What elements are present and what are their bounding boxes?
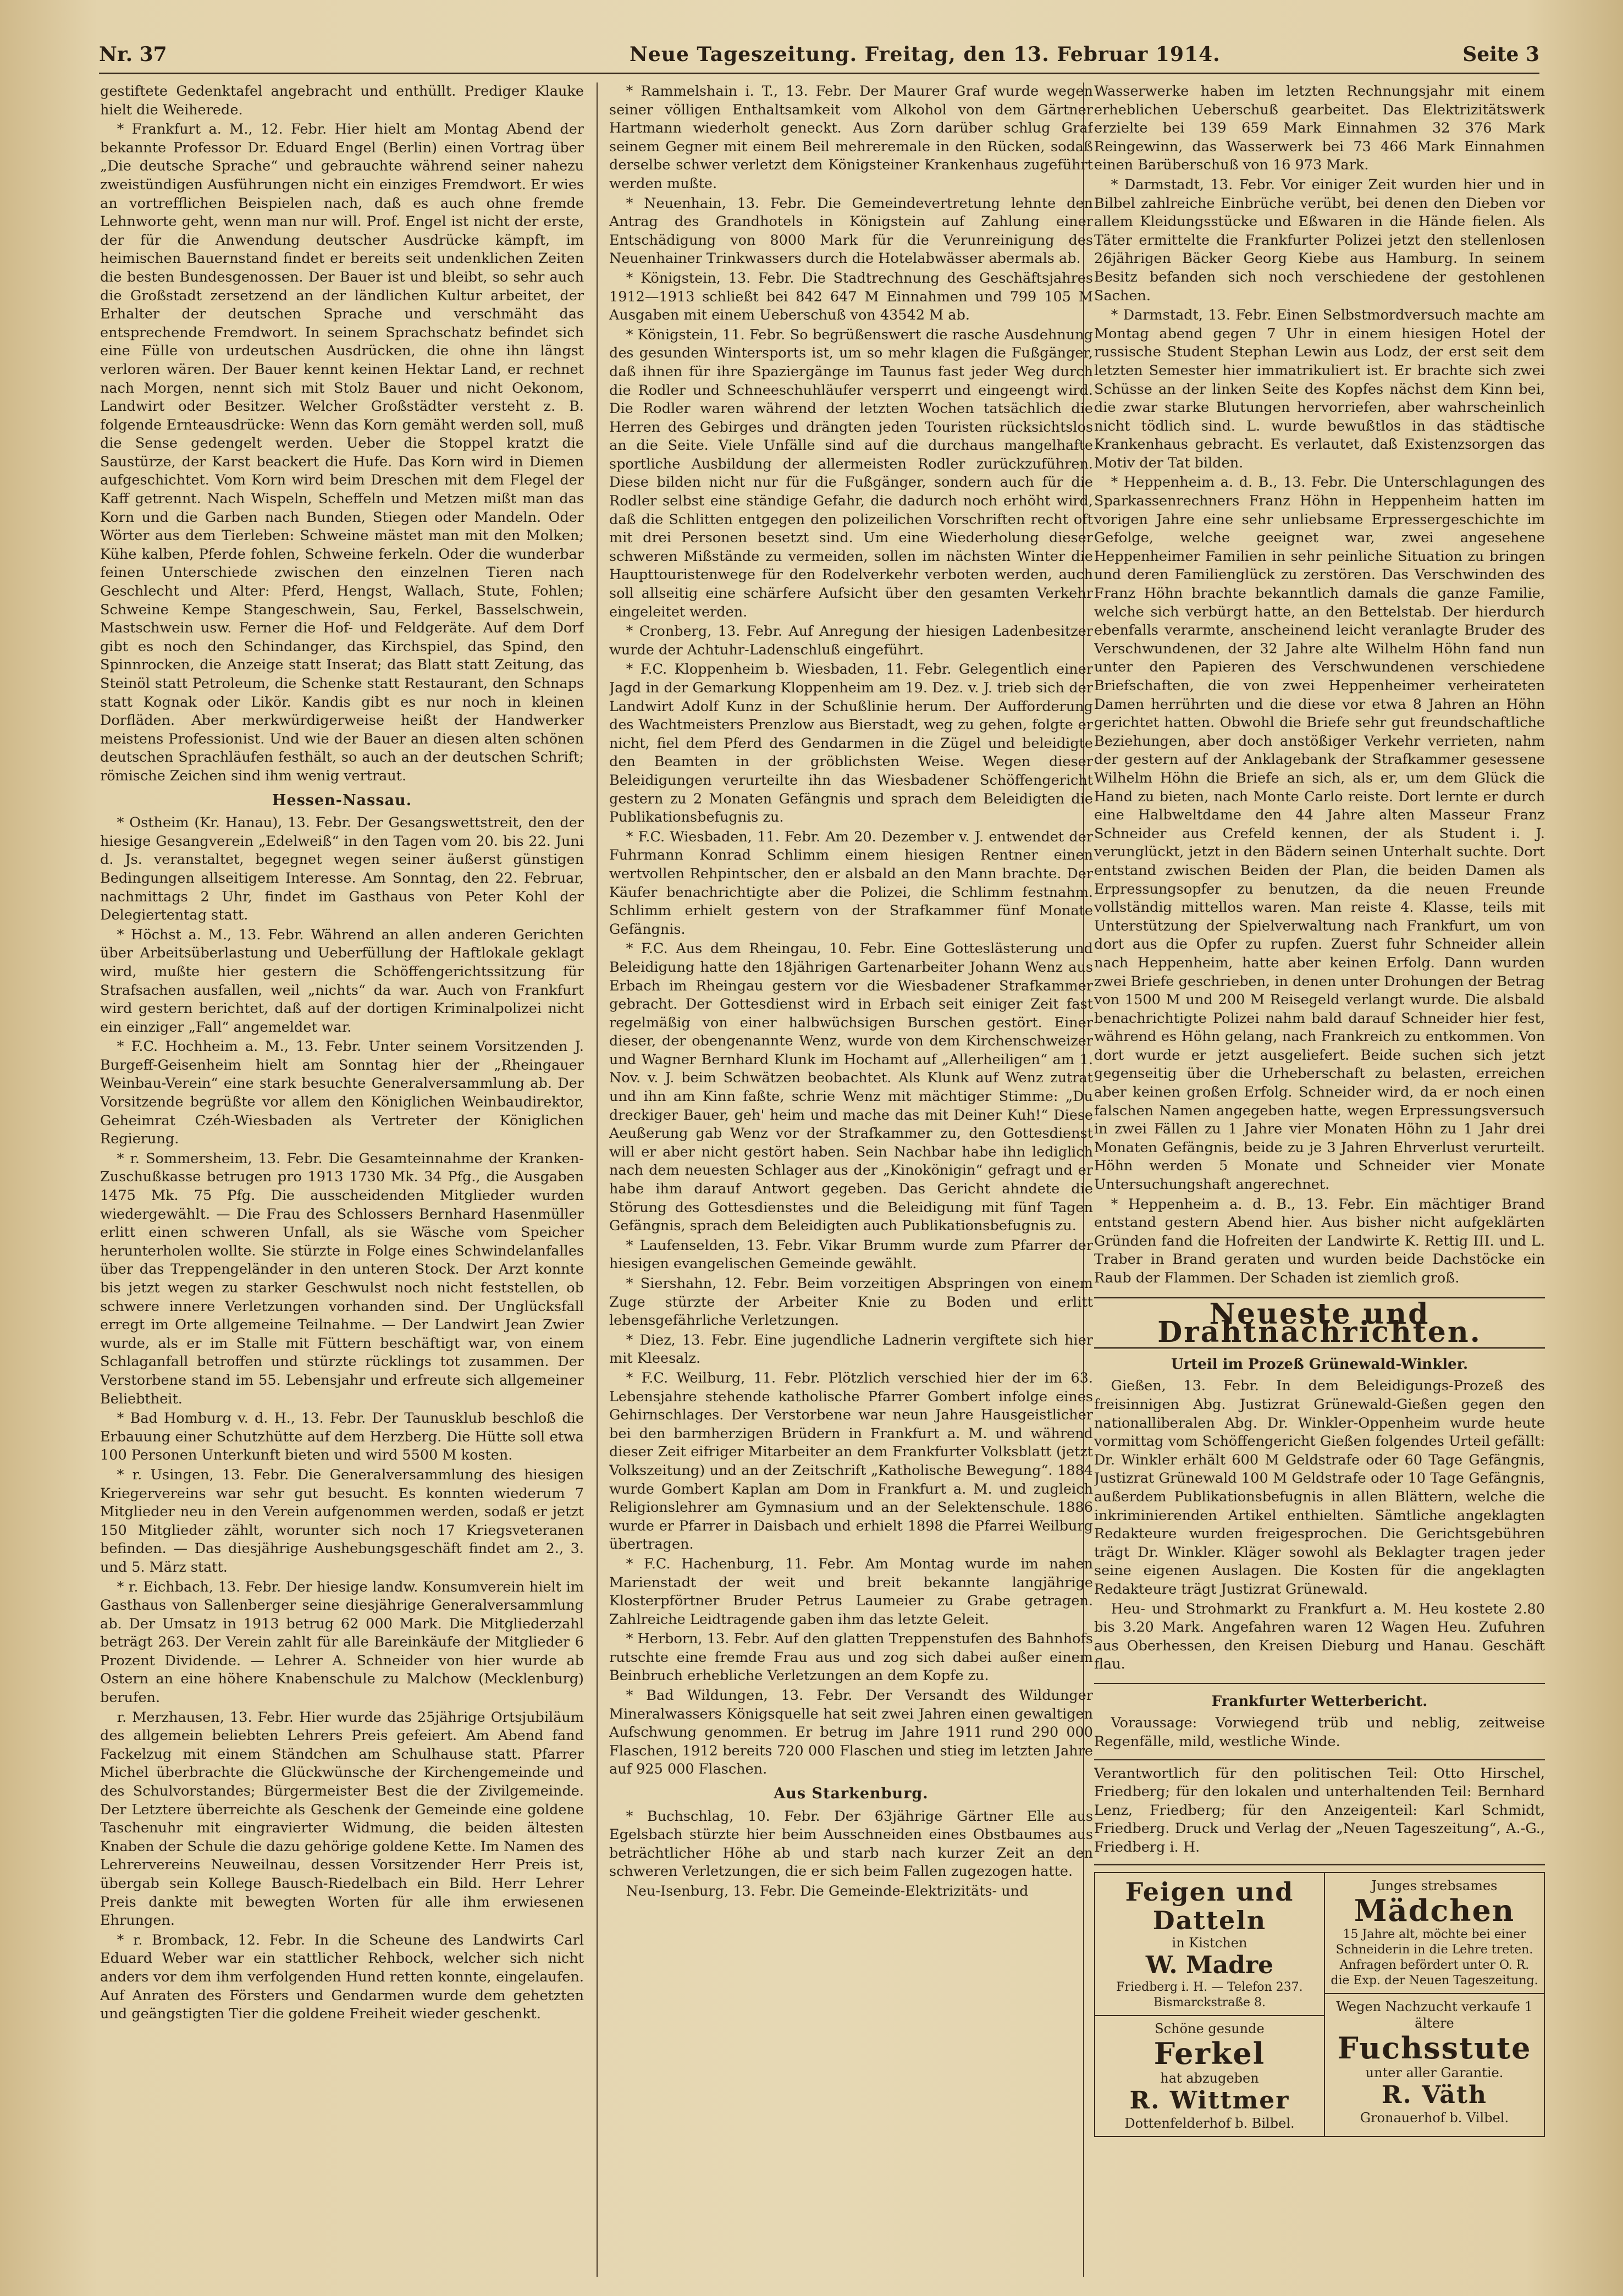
- weather-heading: Frankfurter Wetterbericht.: [1211, 1693, 1428, 1710]
- article-frankfurt-engel: * Frankfurt a. M., 12. Febr. Hier hielt am Montag Abend der bekannte Professor Dr. Eduard Engel (Berlin) einen Vortrag über „Die deutsche Sprache“ und gebrauchte während seiner nahezu zweistündigen Ausführungen nicht ein einziges Fremdwort. Er wies an vortrefflichen Beispielen nach, daß es auch ohne fremde Lehnworte geht, wenn man nur will. Prof. Engel ist nicht der erste, der für die Anwendung deutscher Ausdrücke kämpft, im heimischen Bauernstand findet er bereits seit undenklichen Zeiten die besten Bundesgenossen. Der Bauer ist und bleibt, so sehr auch die Großstadt zersetzend an der ländlichen Kultur arbeitet, der Erhalter der deutschen Sprache und verschmäht das entsprechende Fremdwort. In seinem Sprachschatz befindet sich eine Fülle von urdeutschen Ausdrücken, die ohne ihn längst verloren wären. Der Bauer kennt keinen Hektar Land, er rechnet nach Morgen, nennt sich mit Stolz Bauer und nicht Oekonom, Landwirt oder Besitzer. Welcher Großstädter versteht z. B. folgende Ernteausdrücke: Wenn das Korn gemäht werden soll, muß die Sense gedengelt werden. Ueber die Stoppel kratzt die Saustürze, der Karst beackert die Hufe. Das Korn wird in Diemen aufgeschichtet. Vom Korn wird beim Dreschen mit dem Flegel der Kaff getrennt. Nach Wispeln, Scheffeln und Metzen mißt man das Korn und die Garben nach Bunden, Stiegen oder Mandeln. Oder Wörter aus dem Tierleben: Schweine mästet man mit den Molken; Kühe kalben, Pferde fohlen, Schweine ferkeln. Oder die wunderbar feinen Unterschiede zwischen den einzelnen Tieren nach Geschlecht und Alter: Pferd, Hengst, Wallach, Stute, Fohlen; Schweine Kempe Stangeschwein, Sau, Ferkel, Basselschwein, Mastschwein usw. Ferner die Hof- und Feldgeräte. Auf dem Dorf gibt es noch den Schindanger, das Kirchspiel, das Spind, den Spinnrocken, die Anzeige statt Inserat; das Blatt statt Zeitung, das Steinöl statt Petroleum, die Schenke statt Restaurant, den Schnaps statt Kognak oder Likör. Kandis gibt es nur noch in kleinen Dorfläden. Aber merkwürdigerweise heißt der Handwerker meistens Professionist. Und wie der Bauer an diesen alten schönen deutschen Sprachläufen festhält, so auch an der deutschen Schrift; römische Zeichen sind ihm wenig vertraut.: [100, 121, 584, 784]
- ad-right: [1325, 1872, 1545, 2137]
- ad-seller: R. Väth: [1381, 2080, 1488, 2109]
- ad-divider: [1325, 1993, 1544, 1994]
- article-hoechst: * Höchst a. M., 13. Febr. Während an allen anderen Gerichten über Arbeitsüberlastung und Ueberfüllung der Haftlokale geklagt wird, mußte hier gestern die Schöffengerichtssitzung für Strafsachen ausfallen, weil „nichts“ da war. Auch von Frankfurt wird gestern berichtet, daß auf der dortigen Kriminalpolizei nicht ein einziger „Fall“ angemeldet war.: [100, 926, 584, 1036]
- ad-intro: Junges strebsames: [1371, 1877, 1498, 1893]
- article-diez: * Diez, 13. Febr. Eine jugendliche Ladnerin vergiftete sich hier mit Kleesalz.: [609, 1331, 1093, 1367]
- ad-text: 15 Jahre alt, möchte bei einer Schneiderin in die Lehre treten. Anfragen befördert unter O. R. die Exp. der Neuen Tageszeitung.: [1331, 1927, 1538, 1987]
- section-heading-drahtnachrichten: Neueste und Drahtnachrichten.: [1094, 1297, 1545, 1349]
- article-cronberg: * Cronberg, 13. Febr. Auf Anregung der hiesigen Ladenbesitzer wurde der Achtuhr-Ladenschluß eingeführt.: [609, 623, 1093, 658]
- ad-note: unter aller Garantie.: [1365, 2064, 1504, 2080]
- ad-offer: Schöne gesunde: [1155, 2020, 1265, 2036]
- weather-report: [1094, 1683, 1545, 1752]
- imprint: [1094, 1759, 1545, 1865]
- article-darmstadt-einbrueche: * Darmstadt, 13. Febr. Vor einiger Zeit wurden hier und in Bilbel zahlreiche Einbrüche verübt, bei denen den Dieben vor allem Kleidungsstücke und Eßwaren in die Hände fielen. Als Täter ermittelte die Frankfurter Polizei jetzt den stellenlosen 26jährigen Bäcker Georg Kiebe aus Hamburg. In seinem Besitz befanden sich noch verschiedene der gestohlenen Sachen.: [1094, 176, 1545, 304]
- column-3: [1094, 82, 1545, 2277]
- article-wasserwerke: Wasserwerke haben im letzten Rechnungsjahr mit einem erheblichen Ueberschuß gearbeitet. Das Elektrizitätswerk erzielte bei 139 659 Mark Einnahmen 32 376 Mark Reingewinn, das Wasserwerk bei 73 466 Mark Einnahmen einen Barüberschuß von 16 973 Mark.: [1094, 83, 1545, 174]
- ad-offer: Wegen Nachzucht verkaufe 1 ältere: [1336, 1998, 1533, 2031]
- article-heppenheim-brand: * Heppenheim a. d. B., 13. Febr. Ein mächtiger Brand entstand gestern Abend hier. Aus bisher nicht aufgeklärten Gründen fand die Hofreiten der Landwirte K. Rettig III. und L. Traber in Brand geraten und wurden beide Dachstöcke ein Raub der Flammen. Der Schaden ist ziemlich groß.: [1094, 1196, 1545, 1286]
- article-hachenburg: * F.C. Hachenburg, 11. Febr. Am Montag wurde im nahen Marienstadt der weit und breit bekannte langjährige Klosterpförtner Bruder Petrus Laumeier zu Grabe getragen. Zahlreiche Leidtragende gaben ihm das letzte Geleit.: [609, 1555, 1093, 1628]
- article-koenigstein-rechnung: * Königstein, 13. Febr. Die Stadtrechnung des Geschäftsjahres 1912—1913 schließt bei 842 647 M Einnahmen und 799 105 M Ausgaben mit einem Ueberschuß von 43542 M ab.: [609, 269, 1093, 324]
- article-weilburg: * F.C. Weilburg, 11. Febr. Plötzlich verschied hier der im 63. Lebensjahre stehende katholische Pfarrer Gombert infolge eines Gehirnschlages. Der Verstorbene war neun Jahre Hausgeistlicher bei den barmherzigen Brüdern in Frankfurt a. M. und während dieser Zeit eifriger Mitarbeiter an dem Frankfurter Volksblatt (jetzt Volkszeitung) und an der Zeitschrift „Katholische Bewegung“. 1884 wurde Gombert Kaplan am Dom in Frankfurt a. M. und zugleich Religionslehrer am Gymnasium und an der Selektenschule. 1886 wurde er Pfarrer in Daisbach und erhielt 1898 die Pfarrei Weilburg übertragen.: [609, 1369, 1093, 1553]
- article-buchschlag: * Buchschlag, 10. Febr. Der 63jährige Gärtner Elle aus Egelsbach stürzte hier beim Ausschneiden eines Obstbaumes aus beträchtlicher Höhe ab und starb nach kurzer Zeit an den schweren Verletzungen, die er sich beim Fallen zugezogen hatte.: [609, 1808, 1093, 1880]
- issue-number: Nr. 37: [99, 43, 167, 66]
- article-bad-wildungen: * Bad Wildungen, 13. Febr. Der Versandt des Wildunger Mineralwassers Königsquelle hat seit zwei Jahren einen gewaltigen Aufschwung genommen. Er betrug im Jahre 1911 rund 290 000 Flaschen, 1912 bereits 720 000 Flaschen und stieg im letzten Jahre auf 925 000 Flaschen.: [609, 1687, 1093, 1778]
- article-heumarkt: Heu- und Strohmarkt zu Frankfurt a. M. Heu kostete 2.80 bis 3.20 Mark. Angefahren waren 12 Wagen Heu. Zufuhren aus Oberhessen, den Kreisen Dieburg und Hanau. Geschäft flau.: [1094, 1600, 1545, 1673]
- article-kloppenheim: * F.C. Kloppenheim b. Wiesbaden, 11. Febr. Gelegentlich einer Jagd in der Gemarkung Kloppenheim am 19. Dez. v. J. trieb sich der Landwirt Adolf Kunz in der Schußlinie herum. Der Aufforderung des Wachtmeisters Prenzlow aus Bierstadt, weg zu gehen, folgte er nicht, fiel dem Pferd des Gendarmen in die Zügel und beleidigte den Beamten in der gröblichsten Weise. Wegen dieser Beleidigungen verurteilte ihn das Wiesbadener Schöffengericht gestern zu 2 Monaten Gefängnis und sprach dem Beleidigten die Publikationsbefugnis zu.: [609, 661, 1093, 826]
- column-rule: [597, 82, 598, 2277]
- masthead: [99, 37, 1539, 74]
- newspaper-title-date: Neue Tageszeitung. Freitag, den 13. Februar 1914.: [630, 43, 1221, 66]
- ad-place: Gronauerhof b. Vilbel.: [1360, 2110, 1509, 2126]
- article-darmstadt-selbstmord: * Darmstadt, 13. Febr. Einen Selbstmordversuch machte am Montag abend gegen 7 Uhr in einem hiesigen Hotel der russische Student Stephan Lewin aus Lodz, der erst seit dem letzten Semester hier immatrikuliert ist. Er brachte sich zwei Schüsse an der linken Seite des Kopfes nächst dem Kinn bei, die zwar starke Blutungen hervorriefen, aber wahrscheinlich nicht tödlich sind. L. wurde bewußtlos in das städtische Krankenhaus gebracht. Es verlautet, daß Existenzsorgen das Motiv der Tat bilden.: [1094, 307, 1545, 471]
- article-heppenheim-erpressung: * Heppenheim a. d. B., 13. Febr. Die Unterschlagungen des Sparkassenrechners Franz Höhn in Heppenheim hatten im vorigen Jahre eine sehr unliebsame Erpressergeschichte im Gefolge, welche geeignet war, zwei angesehene Heppenheimer Familien in sehr peinliche Situation zu bringen und deren Familienglück zu zerstören. Das Verschwinden des Franz Höhn brachte bekanntlich damals die ganze Familie, welche sich verbürgt hatte, an den Bettelstab. Der hierdurch ebenfalls verarmte, anscheinend leicht veranlagte Bruder des Verschwundenen, der 32 Jahre alte Wilhelm Höhn fand nun unter den Papieren des Verschwundenen verschiedene Briefschaften, die von zwei Heppenheimer verheirateten Damen herrührten und die diese vor etwa 8 Jahren an Höhn gerichtet hatten. Obwohl die Briefe sehr gut freundschaftliche Beziehungen, aber doch anstößiger Verkehr verrieten, nahm der gestern auf der Anklagebank der Strafkammer gesessene Wilhelm Höhn die Briefe an sich, als er, um dem Glück die Hand zu bieten, nach Monte Carlo reiste. Dort lernte er durch eine Halbweltdame den 44 Jahre alten Masseur Franz Schneider aus Crefeld kennen, der als Student i. J. verunglückt, jetzt in den Bädern seinen Unterhalt suchte. Dort entstand zwischen Beiden der Plan, die beiden Damen als Erpressungsopfer zu benutzen, da die neuen Freunde vollständig mittellos waren. Man reiste 4. Klasse, teils mit Unterstützung der Spielverwaltung nach Frankfurt, um von dort aus die Opfer zu rupfen. Zuerst fuhr Schneider allein nach Heppenheim, hatte aber keinen Erfolg. Dann wurden zwei Briefe geschrieben, in denen unter Drohungen der Betrag von 1500 M und 200 M Reisegeld verlangt wurde. Die alsbald benachrichtigte Polizei nahm bald darauf Schneider hier fest, während es Höhn gelang, nach Frankreich zu entkommen. Von dort wurde er jetzt ausgeliefert. Beide suchen sich jetzt gegenseitig über die Urheberschaft zu belasten, erreichen aber keinen großen Erfolg. Schneider wird, da er noch einen falschen Namen angegeben hatte, wegen Erpressungsversuch in zwei Fällen zu 1 Jahre vier Monaten Höhn zu 1 Jahr drei Monaten Gefängnis, beide zu je 3 Jahren Ehrverlust verurteilt. Höhn werden 5 Monate und Schneider vier Monate Untersuchungshaft angerechnet.: [1094, 474, 1545, 1193]
- advertisements: [1094, 1872, 1545, 2137]
- ad-note: hat abzugeben: [1160, 2070, 1259, 2086]
- ad-address: Friedberg i. H. — Telefon 237. Bismarckstraße 8.: [1116, 1980, 1303, 2009]
- article-merzhausen: r. Merzhausen, 13. Febr. Hier wurde das 25jährige Ortsjubiläum des allgemein beliebten Lehrers Preis gefeiert. Am Abend fand Fackelzug mit einem Ständchen am Schulhause statt. Pfarrer Michel überbrachte die Glückwünsche der Kirchengemeinde und des Schulvorstandes; Bürgermeister Best die der Zivilgemeinde. Der Letztere überreichte als Geschenk der Gemeinde eine goldene Taschenuhr mit eingravierter Widmung, die beiden ältesten Knaben der Schule die dazu gehörige goldene Kette. Im Namen des Lehrervereins Neuweilnau, dessen Vorsitzender Herr Preis ist, übergab sein Kollege Bausch-Riedelbach ein Bild. Herr Lehrer Preis dankte mit bewegten Worten für alle ihm erwiesenen Ehrungen.: [100, 1709, 584, 1929]
- article-herborn: * Herborn, 13. Febr. Auf den glatten Treppenstufen des Bahnhofs rutschte eine fremde Frau aus und zog sich dabei außer einem Beinbruch erhebliche Verletzungen an dem Kopfe zu.: [609, 1631, 1093, 1684]
- ad-place: Dottenfelderhof b. Bilbel.: [1124, 2115, 1295, 2131]
- ad-sub: in Kistchen: [1172, 1935, 1247, 1951]
- ad-divider: [1095, 2015, 1324, 2016]
- article-hochheim: * F.C. Hochheim a. M., 13. Febr. Unter seinem Vorsitzenden J. Burgeff-Geisenheim hielt am Sonntag hier der „Rheingauer Weinbau-Verein“ eine stark besuchte Generalversammlung ab. Der Vorsitzende begrüßte vor allem den Königlichen Weinbaudirektor, Geheimrat Czéh-Wiesbaden als Vertreter der Königlichen Regierung.: [100, 1038, 584, 1148]
- sub-heading-prozess: Urteil im Prozeß Grünewald-Winkler.: [1171, 1356, 1469, 1373]
- page-number: Seite 3: [1462, 43, 1539, 66]
- ad-headline-feigen: Feigen und Datteln: [1125, 1876, 1294, 1935]
- article-ostheim: * Ostheim (Kr. Hanau), 13. Febr. Der Gesangswettstreit, den der hiesige Gesangverein „Edelweiß“ in den Tagen vom 20. bis 22. Juni d. Js. veranstaltet, begegnet wegen seiner äußerst günstigen Bedingungen allseitigem Interesse. Am Sonntag, den 22. Februar, nachmittags 2 Uhr, findet im Gasthaus von Peter Kohl der Delegiertentag statt.: [100, 814, 584, 924]
- article-text: gestiftete Gedenktafel angebracht und enthüllt. Prediger Klauke hielt die Weiherede.: [100, 83, 584, 118]
- article-giessen-urteil: Gießen, 13. Febr. In dem Beleidigungs-Prozeß des freisinnigen Abg. Justizrat Grünewald-Gießen gegen den nationalliberalen Abg. Dr. Winkler-Oppenheim wurde heute vormittag vom Schöffengericht Gießen folgendes Urteil gefällt: Dr. Winkler erhält 600 M Geldstrafe oder 60 Tage Gefängnis, Justizrat Grünewald 100 M Geldstrafe oder 10 Tage Gefängnis, außerdem Publikationsbefugnis in allen Blättern, welche die inkriminierenden Artikel enthielten. Sämtliche angeklagten Redakteure wurden freigesprochen. Die Gerichtsgebühren trägt Dr. Winkler. Kläger sowohl als Beklagter tragen jeder seine eigenen Auslagen. Die Kosten für die angeklagten Redakteure trägt Justizrat Grünewald.: [1094, 1378, 1545, 1598]
- article-bromback: * r. Bromback, 12. Febr. In die Scheune des Landwirts Carl Eduard Weber war ein stattlicher Rehbock, welcher sich nicht anders vor dem ihm verfolgenden Hund retten konnte, eingelaufen. Auf Anraten des Försters und Gendarmen wurde dem gehetzten und geängstigten Tier die goldene Freiheit wieder geschenkt.: [100, 1931, 584, 2023]
- article-usingen: * r. Usingen, 13. Febr. Die Generalversammlung des hiesigen Kriegervereins war sehr gut besucht. Es konnten wiederum 7 Mitglieder neu in den Verein aufgenommen werden, sodaß er jetzt 150 Mitglieder zählt, worunter sich noch 17 Kriegsveteranen befinden. — Das diesjährige Aushebungsgeschäft findet am 2., 3. und 5. März statt.: [100, 1466, 584, 1576]
- article-neuenhain: * Neuenhain, 13. Febr. Die Gemeindevertretung lehnte den Antrag des Grandhotels in Königstein auf Zahlung einer Entschädigung von 8000 Mark für die Verunreinigung des Neuenhainer Trinkwassers durch die Hotelabwässer abermals ab.: [609, 195, 1093, 267]
- ad-seller: R. Wittmer: [1129, 2086, 1290, 2115]
- article-rammelshain: * Rammelshain i. T., 13. Febr. Der Maurer Graf wurde wegen seiner völligen Enthaltsamkeit vom Alkohol von dem Gärtner Hartmann wiederholt geneckt. Aus Zorn darüber schlug Graf seinem Gegner mit einem Beil mehreremale in den Rücken, sodaß derselbe schwer verletzt dem Königsteiner Krankenhaus zugeführt werden mußte.: [609, 83, 1093, 192]
- article-bad-homburg: * Bad Homburg v. d. H., 13. Febr. Der Taunusklub beschloß die Erbauung einer Schutzhütte auf dem Herzberg. Die Hütte soll etwa 100 Personen Unterkunft bieten und wird 5500 M kosten.: [100, 1410, 584, 1464]
- ad-merchant-name: W. Madre: [1145, 1951, 1274, 1979]
- ad-product-ferkel: Ferkel: [1153, 2035, 1266, 2071]
- article-neu-isenburg: Neu-Isenburg, 13. Febr. Die Gemeinde-Elektrizitäts- und: [626, 1883, 1029, 1899]
- ad-headline-maedchen: Mädchen: [1354, 1892, 1515, 1928]
- article-siershahn: * Siershahn, 12. Febr. Beim vorzeitigen Abspringen von einem Zuge stürzte der Arbeiter Knie zu Boden und erlitt lebensgefährliche Verletzungen.: [609, 1275, 1093, 1329]
- article-eichbach: * r. Eichbach, 13. Febr. Der hiesige landw. Konsumverein hielt im Gasthaus von Sallenberger seine diesjährige Generalversammlung ab. Der Umsatz in 1913 betrug 62 000 Mark. Die Mitgliederzahl beträgt 263. Der Verein zahlt für alle Bareinkäufe der Mitglieder 6 Prozent Dividende. — Lehrer A. Schneider von hier wurde ab Ostern an eine höhere Knabenschule zu Malchow (Mecklenburg) berufen.: [100, 1578, 584, 1706]
- article-rheingau: * F.C. Aus dem Rheingau, 10. Febr. Eine Gotteslästerung und Beleidigung hatte den 18jährigen Gartenarbeiter Johann Wenz aus Erbach im Rheingau gestern vor die Wiesbadener Strafkammer gebracht. Der Gottesdienst wird in Erbach seit einiger Zeit fast regelmäßig von einer halbwüchsigen Burschen gestört. Einer dieser, der obengenannte Wenz, wurde von dem Kirchenschweizer und Wagner Bernhard Klunk im Hochamt auf „Allerheiligen“ am 1. Nov. v. J. beim Schwätzen beobachtet. Als Klunk auf Wenz zutrat und ihn am Kinn faßte, schrie Wenz mit mächtiger Stimme: „Du dreckiger Bauer, geh' heim und mache das mit Deiner Kuh!“ Diese Aeußerung gab Wenz vor der Strafkammer zu, den Gottesdienst will er aber nicht gestört haben. Sein Nachbar habe ihn lediglich nach dem neuesten Schlager aus der „Kinokönigin“ gefragt und er habe ihm darauf Antwort gegeben. Das Gericht ahndete die Störung des Gottesdienstes und die Beleidigung mit fünf Tagen Gefängnis, sprach dem Beleidigten auch Publikationsbefugnis zu.: [609, 940, 1093, 1235]
- article-wiesbaden: * F.C. Wiesbaden, 11. Febr. Am 20. Dezember v. J. entwendet der Fuhrmann Konrad Schlimm einem hiesigen Rentner einen wertvollen Rehpintscher, den er alsbald an den Mann brachte. Der Käufer benachrichtigte aber die Polizei, die Schlimm festnahm. Schlimm erhielt gestern von der Strafkammer fünf Monate Gefängnis.: [609, 828, 1093, 938]
- article-koenigstein-rodler: * Königstein, 11. Febr. So begrüßenswert die rasche Ausdehnung des gesunden Wintersports ist, um so mehr klagen die Fußgänger, daß ihnen für ihre Spaziergänge im Taunus fast jeder Weg durch die Rodler und Schneeschuhläufer versperrt und eingeengt wird. Die Rodler waren während der letzten Wochen tatsächlich die Herren des Gebirges und drängten jeden Touristen rücksichtslos an die Seite. Viele Unfälle sind auf die durchaus mangelhafte sportliche Ausbildung der allermeisten Rodler zurückzuführen. Diese bilden nicht nur für die Fußgänger, sondern auch für die Rodler selbst eine ständige Gefahr, die dadurch noch erhöht wird, daß die Schlitten entgegen den polizeilichen Vorschriften recht oft mit drei Personen besetzt sind. Um eine Wiederholung dieser schweren Mißstände zu vermeiden, sollen im nächsten Winter die Haupttouristenwege für den Rodelverkehr verboten werden, auch soll allseitig eine schärfere Aufsicht über den gesamten Verkehr eingeleitet werden.: [609, 326, 1093, 620]
- article-sommersheim: * r. Sommersheim, 13. Febr. Die Gesamteinnahme der Kranken-Zuschußkasse betrugen pro 1913 1730 Mk. 34 Pfg., die Ausgaben 1475 Mk. 75 Pfg. Die ausscheidenden Mitglieder wurden wiedergewählt. — Die Frau des Schlossers Bernhard Hasenmüller erlitt einen schweren Unfall, als sie Wäsche vom Speicher herunterholen wollte. Sie stürzte in Folge eines Schwindelanfalles über das Treppengeländer in den unteren Stock. Der Arzt konnte bis jetzt wegen zu starker Geschwulst noch nicht feststellen, ob schwere innere Verletzungen vorhanden sind. Der Unglücksfall erregt im Orte allgemeine Teilnahme. — Der Landwirt Jean Zwier wurde, als er im Stalle mit Füttern beschäftigt war, von einem Schlaganfall betroffen und stürzte rücklings tot zusammen. Der Verstorbene stand im 55. Lebensjahr und erfreute sich allgemeiner Beliebtheit.: [100, 1150, 584, 1407]
- article-laufenselden: * Laufenselden, 13. Febr. Vikar Brumm wurde zum Pfarrer der hiesigen evangelischen Gemeinde gewählt.: [609, 1237, 1093, 1273]
- ad-left: [1094, 1872, 1325, 2137]
- section-heading-hessen-nassau: Hessen-Nassau.: [272, 791, 412, 809]
- weather-text: Voraussage: Vorwiegend trüb und neblig, zeitweise Regenfälle, mild, westliche Winde.: [1094, 1715, 1545, 1750]
- ad-product-fuchsstute: Fuchsstute: [1337, 2030, 1532, 2066]
- imprint-text: Verantwortlich für den politischen Teil: Otto Hirschel, Friedberg; für den lokalen und unterhaltenden Teil: Bernhard Lenz, Friedberg; für den Anzeigenteil: Karl Schmidt, Friedberg. Druck und Verlag der „Neuen Tageszeitung“, A.-G., Friedberg i. H.: [1094, 1765, 1545, 1856]
- column-2: [609, 82, 1093, 2277]
- column-1: [100, 82, 584, 2277]
- section-heading-starkenburg: Aus Starkenburg.: [774, 1785, 929, 1803]
